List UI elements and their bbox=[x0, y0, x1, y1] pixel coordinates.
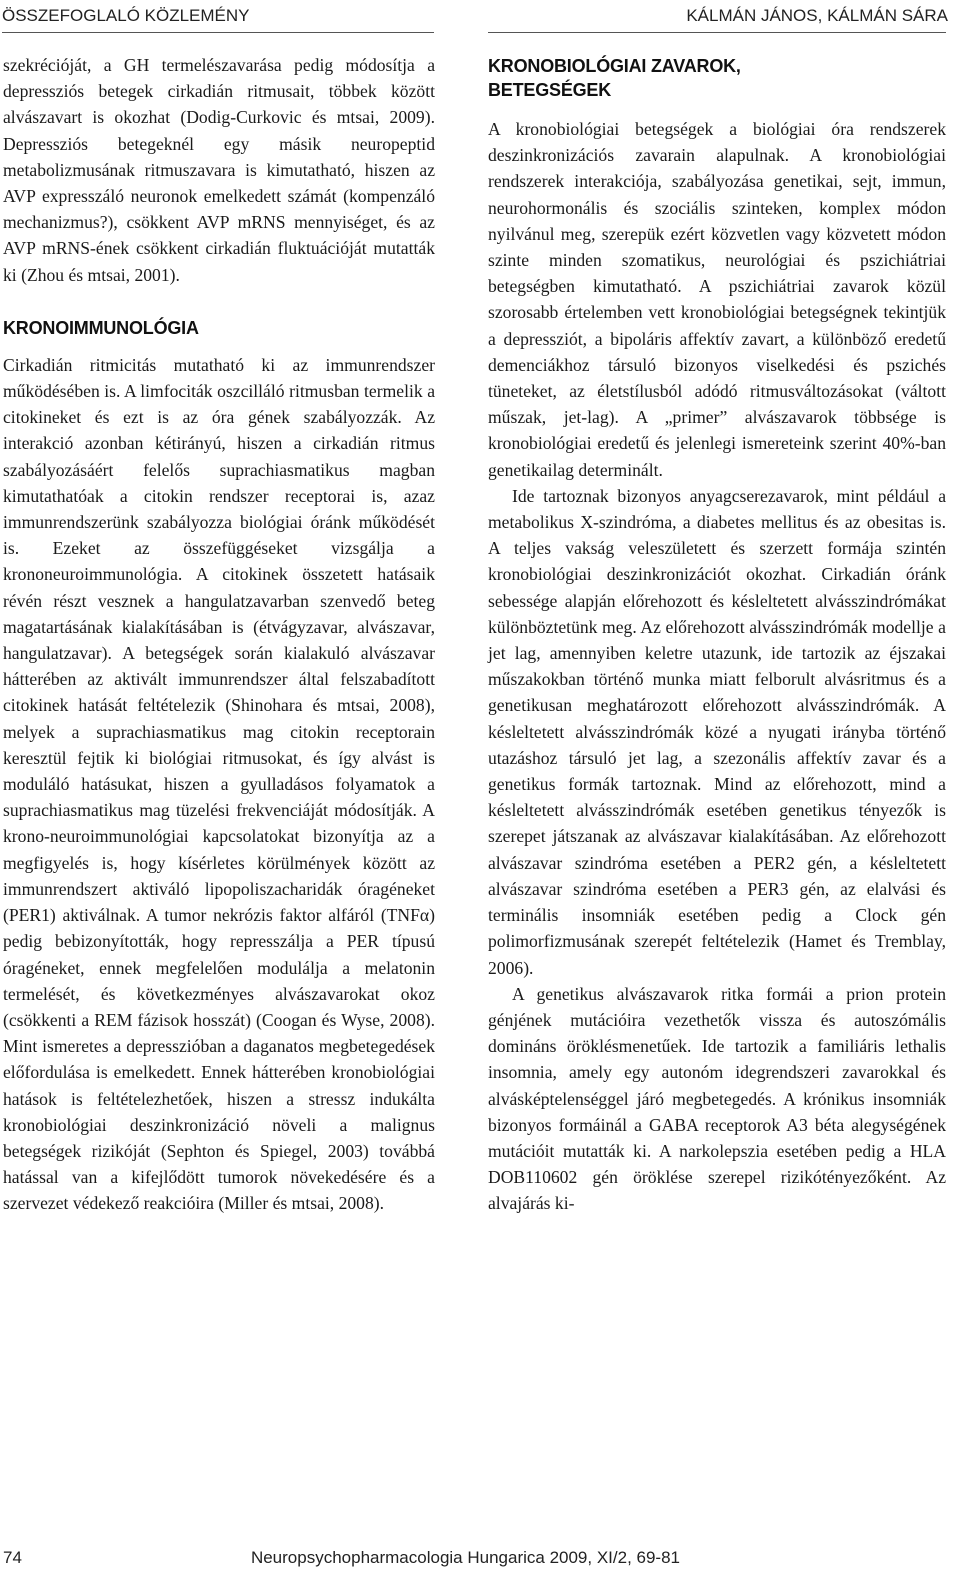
left-column bbox=[3, 52, 435, 1217]
body-paragraph: Cirkadián ritmicitás mutatható ki az immunrendszer működésében is. A limfociták oszcilláló ritmusban termelik a citokineket és ezt is az óra gének szabályozzák. Az interakció azonban kétirányú, hiszen a cirkadián ritmus szabályozásáért felelős suprachiasmatikus magban kimutathatóak a citokin rendszer receptorai is, azaz immunrendszerünk szabályozza biológiai óránk működését is. Ezeket az összefüggéseket vizsgálja a krononeuroimmunológia. A citokinek összetett hatásaik révén részt vesznek a hangulatzavarban szenvedő beteg magatartásának kialakításában is (étvágyzavar, alvászavar, hangulatzavar). A betegségek során kialakuló alvászavar hátterében az aktivált immunrendszer által felszabadított citokinek hatását feltételezik (Shinohara és mtsai, 2008), melyek a suprachiasmatikus mag citokin receptorain keresztül fejtik ki biológiai ritmusokat, és így alvást is moduláló hatásukat, hiszen a gyulladásos folyamatok a suprachiasmatikus mag tüzelési frekvenciáját módosítják. A krono-neuroimmunológiai kapcsolatokat bizonyítja az a megfigyelés is, hogy kísérletes körülmények között az immunrendszert aktiváló lipopoliszacharidák óragéneket (PER1) aktiválnak. A tumor nekrózis faktor alfáról (TNFα) pedig bebizonyították, hogy represszálja a PER típusú óragéneket, ennek megfelelően modulálja a melatonin termelését, és következményes alvászavarokat okoz (csökkenti a REM fázisok hosszát) (Coogan és Wyse, 2008). Mint ismeretes a depresszióban a daganatos megbetegedések előfordulása is emelkedett. Ennek hátterében kronobiológiai hatások is feltételezhetőek, hiszen a stressz indukálta kronobiológiai deszinkronizáció növeli a malignus betegségek rizikóját (Sephton és Spiegel, 2003) továbbá hatással van a kifejlődött tumorok növekedésére és a szervezet védekező reakcióira (Miller és mtsai, 2008). bbox=[3, 354, 435, 1214]
body-paragraph: szekrécióját, a GH termelészavarása pedig módosítja a depressziós betegek cirkadián ritmusait, többek között alvászavart is okozhat (Dodig-Curkovic és mtsai, 2009). Depressziós betegeknél egy másik neuropeptid metabolizmusának ritmuszavara is kimutatható, hiszen az AVP expresszáló neuronok emelkedett számát (kompenzáló mechanizmus?), csökkent AVP mRNS mennyiséget, és az AVP mRNS-ének csökkent cirkadián fluktuációját mutatták ki (Zhou és mtsai, 2001). bbox=[3, 55, 435, 285]
section-heading-kronobiologiai-zavarok bbox=[488, 54, 946, 102]
heading-line: KRONOBIOLÓGIAI ZAVAROK, bbox=[488, 56, 741, 76]
body-paragraph: A genetikus alvászavarok ritka formái a prion protein génjének mutációira vezethetők vissza és autoszómális domináns öröklésmenetűek. Ide tartozik a familiáris lethalis insomnia, amely egy autonóm idegrendszeri zavarokkal és alvásképtelenséggel járó megbetegedés. A krónikus insomniák bizonyos formáinál a GABA receptorok A3 béta alegységének mutációit mutatták ki. A narkolepszia esetében pedig a HLA DOB110602 gén öröklése szerepel rizikótényezőként. Az alvajárás ki- bbox=[488, 983, 946, 1214]
running-header-authors: KÁLMÁN JÁNOS, KÁLMÁN SÁRA bbox=[686, 6, 948, 25]
header-rule-right bbox=[488, 32, 946, 33]
header-rule-left bbox=[2, 32, 434, 33]
body-paragraph: Ide tartoznak bizonyos anyagcserezavarok, mint például a metabolikus X-szindróma, a diabetes mellitus és az obesitas is. A teljes vakság veleszületett és szerzett formája szintén kronobiológiai deszinkronizációt okozhat. Cirkadián óránk sebessége alapján előrehozott és késleltetett alvásszindrómákat különböztetünk meg. Az előrehozott alvásszindrómák modellje a jet lag, amennyiben keletre utazunk, ide tartozik az éjszakai műszakokban történő munka miatt felborult alvásritmus és a genetikusan meghatározott előrehozott alvásszindrómák. A késleltetett alvásszindrómák közé a nyugati irányba történő utazáshoz társuló jet lag, a szezonális affektív zavar és a genetikus formák tartoznak. Mind az előrehozott, mind a késleltetett alvásszindrómák esetében genetikus tényezők is szerepet játszanak az alvászavar kialakításában. Az előrehozott alvászavar szindróma esetében a PER2 gén, a késleltetett alvászavar szindróma esetében a PER3 gén, az elalvási és terminális insomniák esetében pedig a Clock gén polimorfizmusának szerepét feltételezik (Hamet és Tremblay, 2006). bbox=[488, 485, 946, 978]
right-column bbox=[488, 52, 946, 1217]
page-number: 74 bbox=[3, 1548, 22, 1567]
heading-line: BETEGSÉGEK bbox=[488, 80, 612, 100]
running-header-section: ÖSSZEFOGLALÓ KÖZLEMÉNY bbox=[2, 6, 250, 25]
journal-citation: Neuropsychopharmacologia Hungarica 2009, XI/2, 69-81 bbox=[250, 1548, 680, 1567]
section-heading-kronoimmunologia: KRONOIMMUNOLÓGIA bbox=[3, 317, 199, 338]
body-paragraph: A kronobiológiai betegségek a biológiai óra rendszerek deszinkronizációs zavarain alapulnak. A kronobiológiai rendszerek interakciója, szabályozása genetikai, sejt, immun, neurohormonális és szociális szinteken, komplex módon nyilvánul meg, szerepük ezért közvetlen vagy közvetett módon szinte minden szomatikus, neurológiai és pszichiátriai betegségben kimutatható. A pszichiátriai zavarok közül szorosabb értelemben vett kronobiológiai betegségnek tekintjük a depressziót, a bipoláris affektív zavart, a különböző eredetű demenciákhoz társuló bizonyos viselkedési és pszichés tüneteket, az életstílusból adódó ritmusváltozásokat (váltott műszak, jet-lag). A „primer” alvászavarok többsége is kronobiológiai eredetű és jelenlegi ismereteink szerint 40%-ban genetikailag determinált. bbox=[488, 119, 946, 480]
